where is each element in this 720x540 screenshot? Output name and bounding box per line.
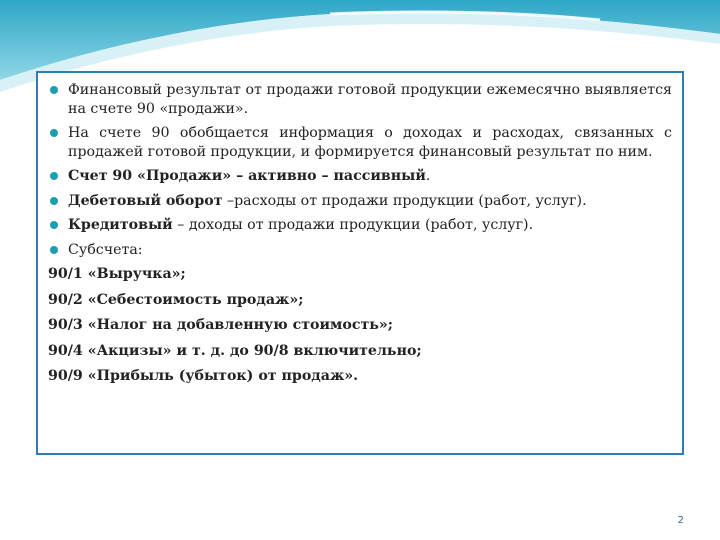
subaccount-line: 90/4 «Акцизы» и т. д. до 90/8 включительно; [48,342,422,359]
bullet-dot-icon [50,197,58,205]
bullet-dot-icon [50,129,58,137]
account-type-bold: Счет 90 «Продажи» – активно – пассивный [68,168,426,184]
bullet-dot-icon [50,221,58,229]
subaccount-line: 90/1 «Выручка»; [48,266,186,282]
bullet-text: На счете 90 обобщается информация о доходах и расходах, связанных с продажей готовой продукции, и формируется финансовый результат по ним. [68,125,672,160]
bullet-dot-icon [50,246,58,254]
bullet-item [48,167,672,186]
subaccount-line: 90/3 «Налог на добавленную стоимость»; [48,317,393,333]
bullet-dot-icon [50,172,58,180]
subaccount-line: 90/2 «Себестоимость продаж»; [48,291,304,308]
bullet-item [48,124,672,161]
slide-number: 2 [677,515,684,526]
bullet-item [48,216,672,235]
bullet-dot-icon [50,86,58,94]
credit-label: Кредитовый [68,217,173,233]
debit-text: –расходы от продажи продукции (работ, услуг). [222,192,587,209]
bullet-item [48,192,672,211]
subaccount-line: 90/9 «Прибыль (убыток) от продаж». [48,368,359,384]
content-box [36,71,684,455]
credit-text: – доходы от продажи продукции (работ, услуг). [172,217,534,233]
account-type-tail: . [425,168,431,184]
bullet-item [48,81,672,118]
bullet-item [48,241,672,260]
bullet-text: Финансовый результат от продажи готовой продукции ежемесячно выявляется на счете 90 «продажи». [68,82,672,117]
subaccounts-label: Субсчета: [68,241,143,258]
debit-label: Дебетовый оборот [68,192,223,209]
